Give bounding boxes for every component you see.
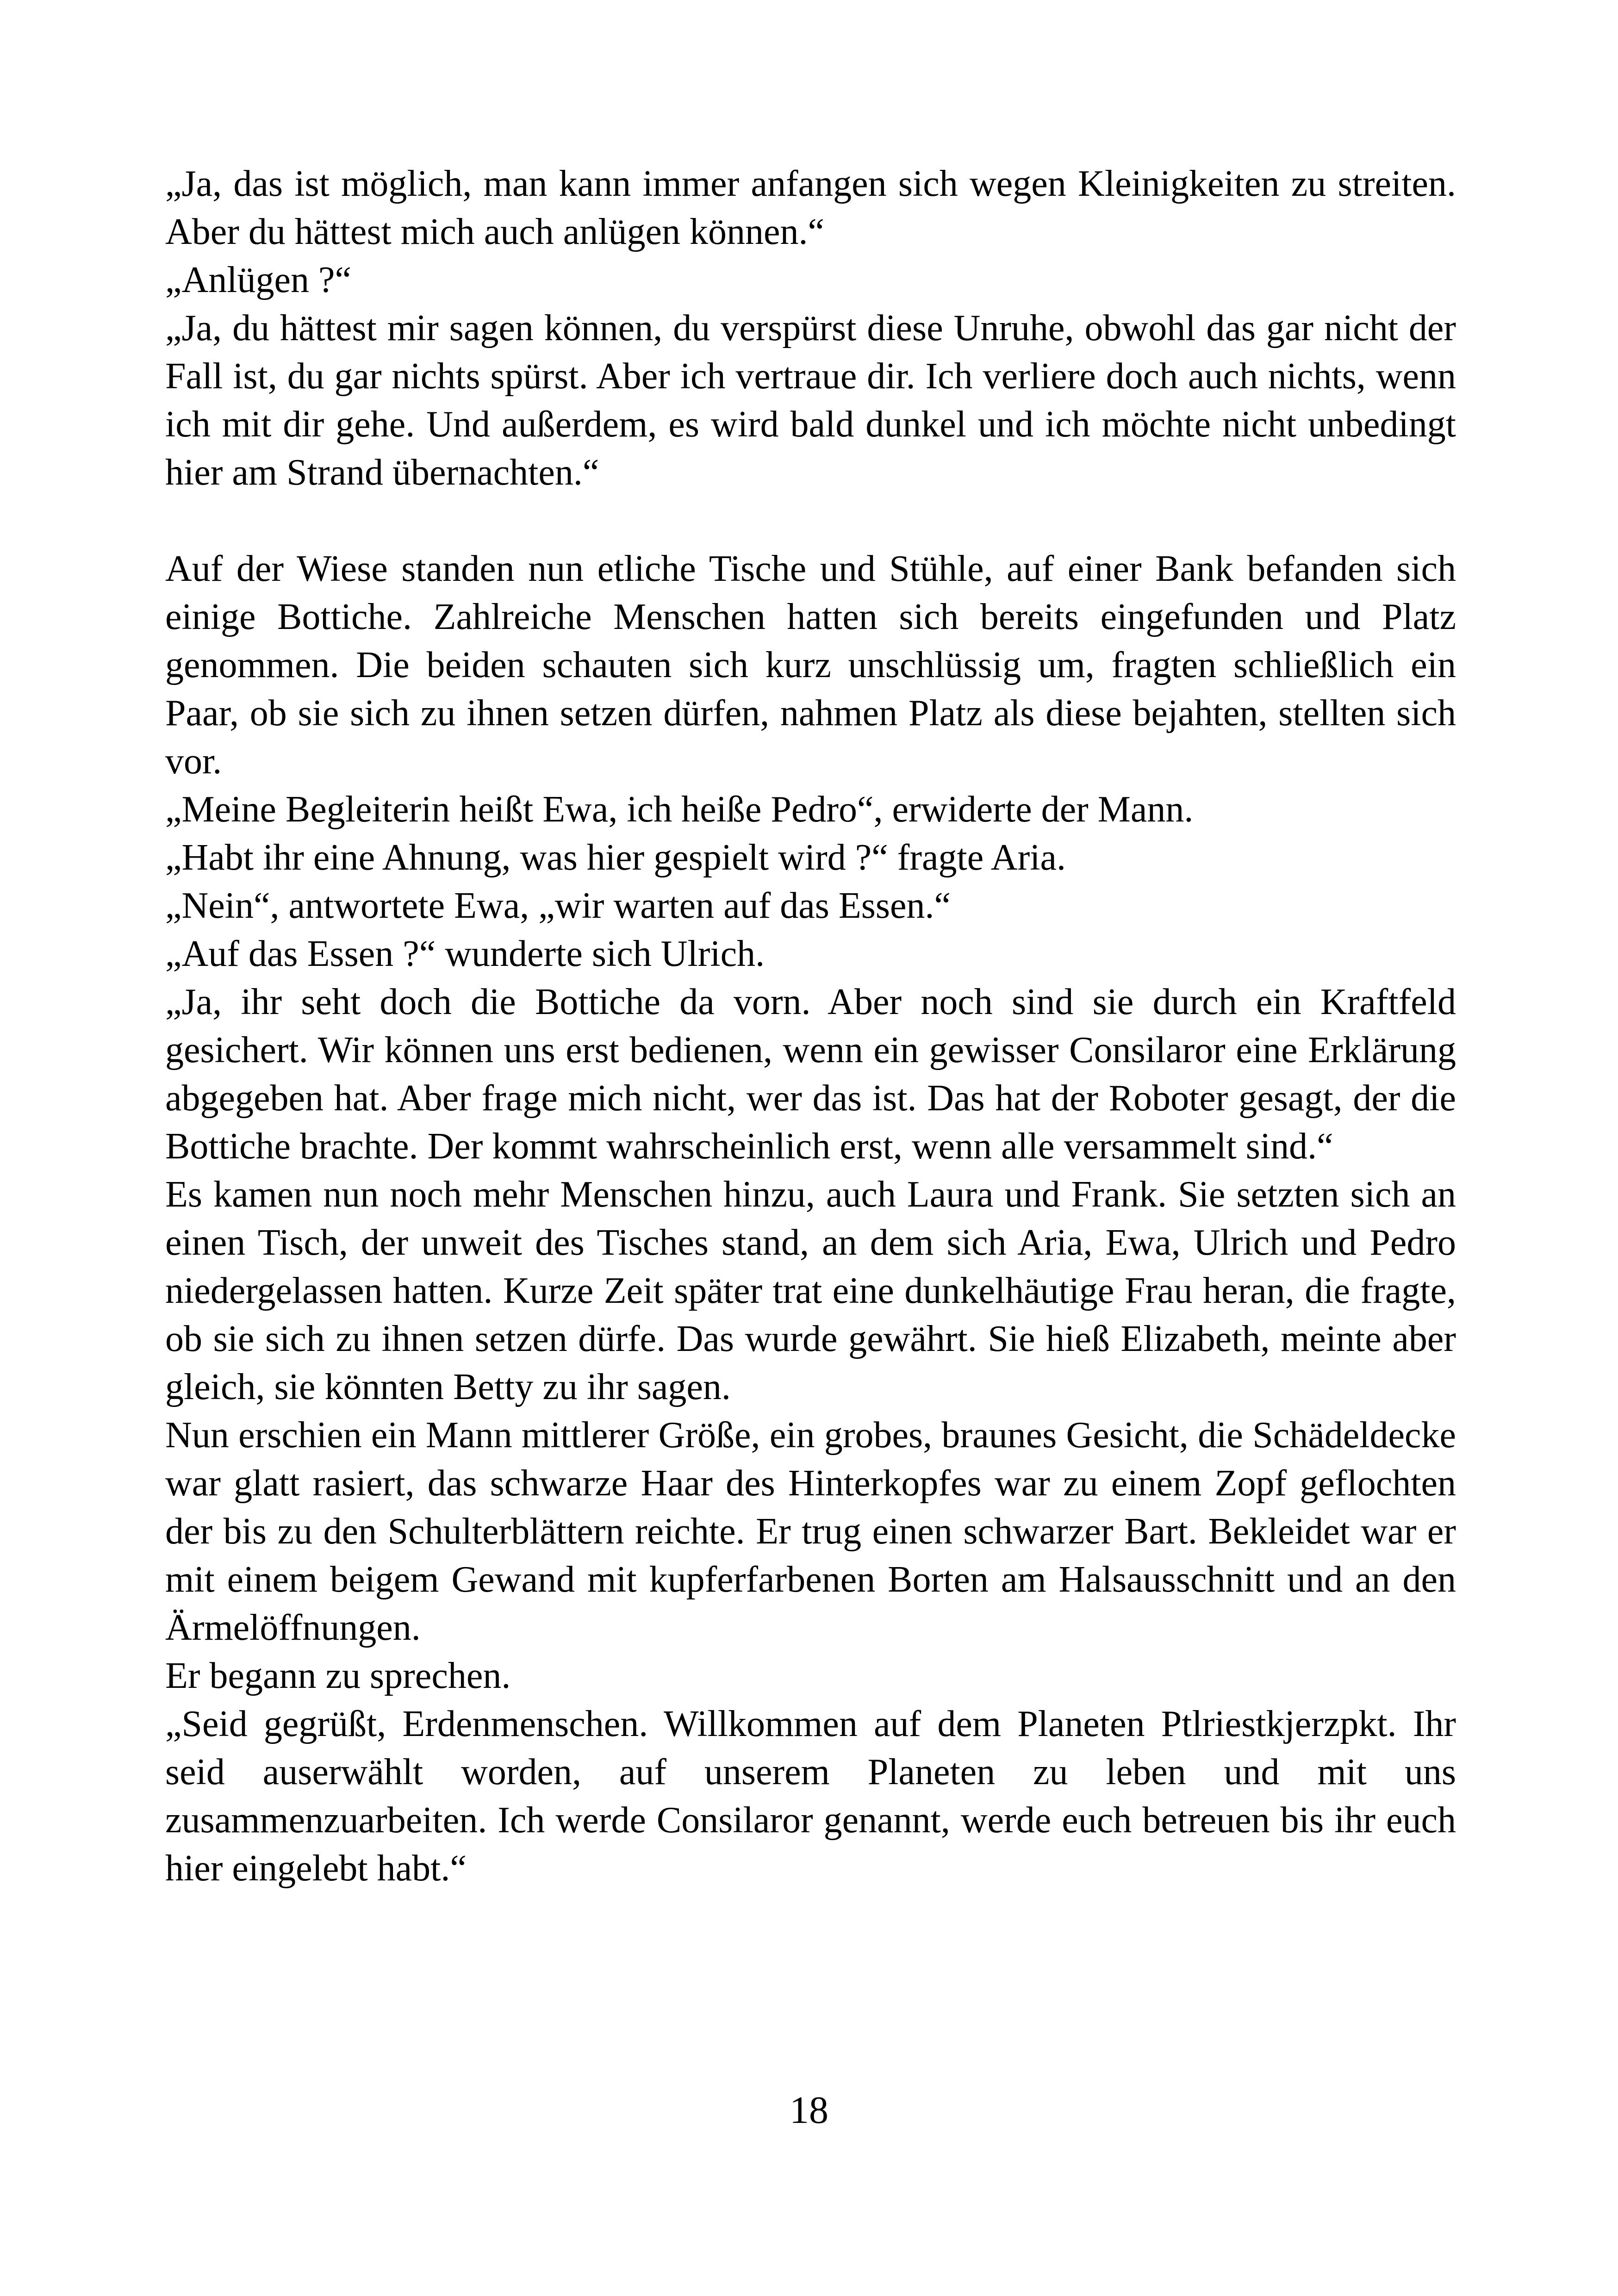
blank-line [165, 497, 1456, 545]
paragraph: „Auf das Essen ?“ wunderte sich Ulrich. [165, 933, 765, 974]
paragraph: „Ja, das ist möglich, man kann immer anfangen sich wegen Kleinigkeiten zu streiten. Aber du hättest mich auch anlügen können.“ [165, 163, 1456, 252]
page-number: 18 [790, 2089, 828, 2132]
paragraph: Er begann zu sprechen. [165, 1655, 511, 1696]
paragraph: „Nein“, antwortete Ewa, „wir warten auf das Essen.“ [165, 885, 951, 926]
paragraph: „Anlügen ?“ [165, 260, 352, 300]
paragraph: Es kamen nun noch mehr Menschen hinzu, auch Laura und Frank. Sie setzten sich an einen Tisch, der unweit des Tisches stand, an dem sich Aria, Ewa, Ulrich und Pedro niedergelassen hatten. Kurze Zeit später trat eine dunkelhäutige Frau heran, die fragte, ob sie sich zu ihnen setzen dürfe. Das wurde gewährt. Sie hieß Elizabeth, meinte aber gleich, sie könnten Betty zu ihr sagen. [165, 1174, 1456, 1407]
paragraph: „Seid gegrüßt, Erdenmenschen. Willkommen auf dem Planeten Ptlriestkjerzpkt. Ihr seid auserwählt worden, auf unserem Planeten zu leben und mit uns zusammenzuarbeiten. Ich werde Consilaror genannt, werde euch betreuen bis ihr euch hier eingelebt habt.“ [165, 1704, 1456, 1889]
paragraph: „Meine Begleiterin heißt Ewa, ich heiße Pedro“, erwiderte der Mann. [165, 789, 1194, 830]
body-text [165, 160, 1456, 1892]
paragraph: „Ja, du hättest mir sagen können, du verspürst diese Unruhe, obwohl das gar nicht der Fall ist, du gar nichts spürst. Aber ich vertraue dir. Ich verliere doch auch nichts, wenn ich mit dir gehe. Und außerdem, es wird bald dunkel und ich möchte nicht unbedingt hier am Strand übernachten.“ [165, 308, 1456, 493]
paragraph: „Habt ihr eine Ahnung, was hier gespielt wird ?“ fragte Aria. [165, 837, 1066, 878]
paragraph: Nun erschien ein Mann mittlerer Größe, ein grobes, braunes Gesicht, die Schädeldecke war glatt rasiert, das schwarze Haar des Hinterkopfes war zu einem Zopf geflochten der bis zu den Schulterblättern reichte. Er trug einen schwarzer Bart. Bekleidet war er mit einem beigem Gewand mit kupferfarbenen Borten am Halsausschnitt und an den Ärmelöffnungen. [165, 1415, 1456, 1648]
paragraph: Auf der Wiese standen nun etliche Tische und Stühle, auf einer Bank befanden sich einige Bottiche. Zahlreiche Menschen hatten sich bereits eingefunden und Platz genommen. Die beiden schauten sich kurz unschlüssig um, fragten schließlich ein Paar, ob sie sich zu ihnen setzen dürfen, nahmen Platz als diese bejahten, stellten sich vor. [165, 548, 1456, 782]
paragraph: „Ja, ihr seht doch die Bottiche da vorn. Aber noch sind sie durch ein Kraftfeld gesichert. Wir können uns erst bedienen, wenn ein gewisser Consilaror eine Erklärung abgegeben hat. Aber frage mich nicht, wer das ist. Das hat der Roboter gesagt, der die Bottiche brachte. Der kommt wahrscheinlich erst, wenn alle versammelt sind.“ [165, 982, 1456, 1167]
